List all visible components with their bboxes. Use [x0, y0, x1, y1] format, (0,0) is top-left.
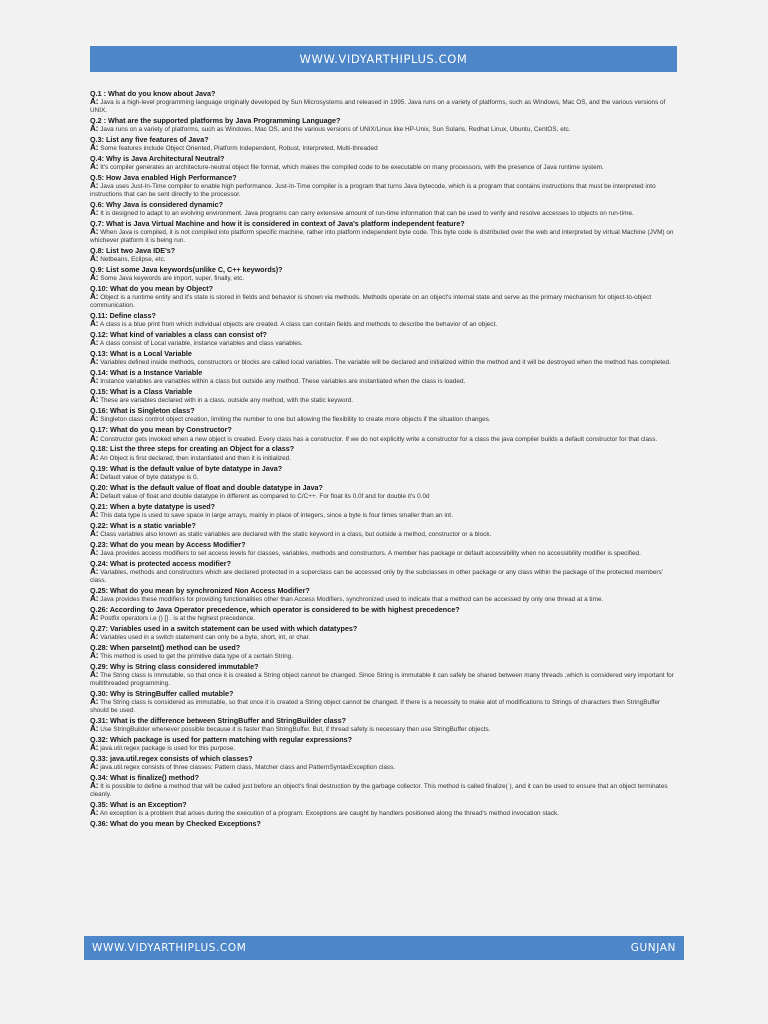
- qa-item: [90, 219, 678, 245]
- question-text: Q.31: What is the difference between StringBuffer and StringBuilder class?: [90, 715, 346, 725]
- qa-item: [90, 773, 678, 799]
- answer: [90, 511, 678, 520]
- answer: [90, 377, 678, 386]
- answer: [90, 255, 678, 264]
- question-text: Q.7: What is Java Virtual Machine and how it is considered in context of Java's platform independent feature?: [90, 218, 465, 228]
- qa-item: [90, 540, 678, 558]
- footer-banner: [84, 936, 684, 960]
- question-text: Q.25: What do you mean by synchronized Non Access Modifier?: [90, 585, 310, 595]
- question-text: Q.19: What is the default value of byte datatype in Java?: [90, 463, 283, 473]
- answer: [90, 530, 678, 539]
- question-text: Q.36: What do you mean by Checked Exceptions?: [90, 818, 261, 828]
- qa-item: [90, 586, 678, 604]
- question-text: Q.2 : What are the supported platforms by Java Programming Language?: [90, 115, 341, 125]
- qa-item: [90, 425, 678, 443]
- question-text: Q.27: Variables used in a switch statement can be used with which datatypes?: [90, 623, 358, 633]
- answer-text: Constructor gets invoked when a new object is created. Every class has a constructor. If we do not explicitly write a constructor for a class the java compiler builds a default constructor for that class.: [100, 435, 658, 443]
- qa-item: [90, 406, 678, 424]
- question-text: Q.30: Why is StringBuffer called mutable?: [90, 688, 234, 698]
- answer-text: The String class is immutable, so that once it is created a String object cannot be changed. Since String is immutable it can safely be shared between many threads ,which is considered very important for multithreaded programming.: [90, 672, 674, 688]
- qa-item: [90, 662, 678, 688]
- question-text: Q.1 : What do you know about Java?: [90, 89, 216, 98]
- answer: [90, 125, 678, 134]
- answer-text: This method is used to get the primitive data type of a certain String.: [100, 653, 294, 661]
- footer-site-link[interactable]: WWW.VIDYARTHIPLUS.COM: [92, 942, 247, 954]
- answer: [90, 274, 678, 283]
- question-text: Q.32: Which package is used for pattern matching with regular expressions?: [90, 734, 353, 744]
- answer-text: It is possible to define a method that will be called just before an object's final destruction by the garbage collector. This method is called finalize( ), and it can be used to ensure that an object terminates cleanly.: [90, 783, 668, 798]
- answer-prefix: A:: [90, 124, 99, 133]
- question-text: Q.28: When parseInt() method can be used?: [90, 643, 241, 653]
- question-text: Q.29: Why is String class considered immutable?: [90, 662, 259, 672]
- answer: [90, 339, 678, 348]
- qa-item: [90, 735, 678, 753]
- answer-prefix: A:: [90, 613, 99, 623]
- question-text: Q.5: How Java enabled High Performance?: [90, 173, 237, 183]
- answer: [90, 454, 678, 463]
- answer: [90, 492, 678, 501]
- answer-prefix: A:: [90, 414, 99, 424]
- answer: [90, 144, 678, 153]
- answer-prefix: A:: [90, 509, 99, 519]
- answer: [90, 568, 678, 584]
- question-text: Q.20: What is the default value of float and double datatype in Java?: [90, 482, 323, 492]
- question-text: Q.9: List some Java keywords(unlike C, C++ keywords)?: [90, 264, 283, 274]
- answer-text: Instance variables are variables within a class but outside any method. These variables are instantiated when the class is loaded.: [100, 378, 466, 386]
- answer-prefix: A:: [90, 273, 99, 283]
- qa-item: [90, 387, 678, 405]
- qa-item: [90, 624, 678, 642]
- answer-prefix: A:: [90, 162, 99, 172]
- answer-prefix: A:: [90, 548, 99, 558]
- qa-item: [90, 716, 678, 734]
- answer-text: An exception is a problem that arises during the execution of a program. Exceptions are caught by handlers positioned along the thread's method invocation stack.: [99, 810, 560, 818]
- answer-text: These are variables declared with in a class, outside any method, with the static keyword.: [100, 397, 354, 405]
- qa-item: [90, 311, 678, 329]
- answer-text: Object is a runtime entity and it's state is stored in fields and behavior is shown via methods. Methods operate on an object's internal state and serve as the primary mechanism for object-to-object communication.: [90, 294, 652, 309]
- answer-prefix: A:: [90, 697, 99, 707]
- answer-text: Java is a high-level programming language originally developed by Sun Microsystems and released in 1995. Java runs on a variety of platforms, such as Windows, Mac OS, and the various versions of UNIX.: [90, 99, 666, 114]
- answer-text: Java uses Just-In-Time compiler to enable high performance. Just-In-Time compiler is a program that turns Java bytecode, which is a program that contains instructions that must be interpreted into instructions that can be sent directly to the processor.: [90, 183, 656, 198]
- answer-text: Variables, methods and constructors which are declared protected in a superclass can be accessed only by the subclasses in other package or any class within the package of the protected members' class.: [90, 569, 663, 584]
- question-text: Q.12: What kind of variables a class can consist of?: [90, 329, 267, 339]
- question-text: Q.26: According to Java Operator precedence, which operator is considered to be with highest precedence?: [90, 604, 460, 614]
- answer-text: A class consist of Local variable, instance variables and class variables.: [99, 340, 303, 348]
- answer-prefix: A:: [90, 433, 99, 443]
- question-text: Q.33: java.util.regex consists of which classes?: [90, 753, 253, 763]
- answer: [90, 358, 678, 367]
- answer-prefix: A:: [90, 318, 99, 328]
- question-text: Q.11: Define class?: [90, 310, 156, 320]
- question-text: Q.8: List two Java IDE's?: [90, 245, 176, 255]
- answer-prefix: A:: [90, 452, 99, 462]
- answer-prefix: A:: [90, 338, 99, 348]
- answer-text: Java runs on a variety of platforms, such as Windows, Mac OS, and the various versions of UNIX/Linux like HP-Unix, Sun Solaris, Redhat Linux, Ubuntu, CentOS, etc.: [100, 126, 571, 133]
- question-text: Q.22: What is a static variable?: [90, 520, 196, 530]
- answer-text: An Object is first declared, then instantiated and then it is initialized.: [99, 454, 292, 462]
- answer: [90, 782, 678, 798]
- answer-prefix: A:: [90, 208, 99, 218]
- question-text: Q.15: What is a Class Variable: [90, 387, 193, 397]
- qa-item: [90, 200, 678, 218]
- header-banner: [90, 46, 677, 72]
- answer: [90, 209, 678, 218]
- qa-list: [90, 89, 678, 921]
- answer: [90, 809, 678, 818]
- answer-text: It's compiler generates an architecture-neutral object file format, which makes the compiled code to be executable on many processors, with the presence of Java runtime system.: [100, 164, 604, 172]
- answer: [90, 293, 678, 309]
- answer-prefix: A:: [90, 97, 99, 107]
- qa-item: [90, 819, 678, 828]
- answer-text: Java provides access modifiers to set access levels for classes, variables, methods and constructors. A member has package or default accessibility when no accessibility modifier is specified.: [100, 550, 641, 558]
- qa-item: [90, 643, 678, 661]
- answer-prefix: A:: [90, 723, 99, 733]
- answer-prefix: A:: [90, 471, 99, 481]
- answer-text: Variables used in a switch statement can only be a byte, short, int, or char.: [100, 634, 311, 642]
- answer-prefix: A:: [90, 143, 99, 153]
- question-text: Q.23: What do you mean by Access Modifier?: [90, 539, 246, 549]
- qa-item: [90, 502, 678, 520]
- answer-text: Netbeans, Eclipse, etc.: [100, 255, 166, 263]
- answer: [90, 98, 678, 114]
- answer-prefix: A:: [90, 808, 99, 818]
- answer-prefix: A:: [90, 253, 99, 263]
- question-text: Q.35: What is an Exception?: [90, 799, 187, 809]
- qa-item: [90, 483, 678, 501]
- qa-item: [90, 349, 678, 367]
- qa-item: [90, 89, 678, 115]
- answer-prefix: A:: [90, 567, 99, 577]
- answer: [90, 163, 678, 172]
- answer-prefix: A:: [90, 632, 99, 642]
- question-text: Q.13: What is a Local Variable: [90, 348, 192, 358]
- answer-prefix: A:: [90, 395, 99, 405]
- question-text: Q.3: List any five features of Java?: [90, 134, 209, 144]
- answer: [90, 698, 678, 714]
- answer: [90, 435, 678, 444]
- question-text: Q.10: What do you mean by Object?: [90, 283, 214, 293]
- qa-item: [90, 154, 678, 172]
- question-text: Q.21: When a byte datatype is used?: [90, 501, 216, 511]
- answer-text: A class is a blue print from which individual objects are created. A class can contain fields and methods to describe the behavior of an object.: [99, 320, 498, 328]
- answer: [90, 182, 678, 198]
- footer-author: GUNJAN: [630, 942, 676, 954]
- answer: [90, 396, 678, 405]
- qa-item: [90, 330, 678, 348]
- answer-text: It is designed to adapt to an evolving environment. Java programs can carry extensive amount of run-time information that can be used to verify and resolve accesses to objects on run-time.: [100, 210, 634, 218]
- question-text: Q.14: What is a Instance Variable: [90, 368, 203, 378]
- qa-item: [90, 800, 678, 818]
- answer: [90, 415, 678, 424]
- answer-text: Use StringBuilder whenever possible because it is faster than StringBuffer. But, if thread safety is necessary then use StringBuffer objects.: [100, 725, 491, 733]
- question-text: Q.4: Why is Java Architectural Neutral?: [90, 153, 225, 163]
- answer: [90, 228, 678, 244]
- question-text: Q.6: Why Java is considered dynamic?: [90, 199, 224, 209]
- answer: [90, 595, 678, 604]
- header-site-link[interactable]: WWW.VIDYARTHIPLUS.COM: [299, 52, 468, 66]
- answer-text: Some features include Object Oriented, Platform Independent, Robust, Interpreted, Multi-threaded: [100, 145, 378, 153]
- question-text: Q.16: What is Singleton class?: [90, 406, 195, 416]
- answer-text: When Java is compiled, it is not compiled into platform specific machine, rather into platform independent byte code. This byte code is distributed over the web and interpreted by virtual Machine (JVM) on whichever platform it is being run.: [90, 229, 674, 244]
- answer-text: java.util.regex package is used for this purpose.: [100, 745, 236, 753]
- answer-text: Default value of byte datatype is 0.: [100, 473, 199, 481]
- answer: [90, 725, 678, 734]
- qa-item: [90, 754, 678, 772]
- question-text: Q.24: What is protected access modifier?: [90, 558, 231, 568]
- qa-item: [90, 135, 678, 153]
- qa-item: [90, 246, 678, 264]
- answer: [90, 473, 678, 482]
- answer: [90, 763, 678, 772]
- answer-prefix: A:: [90, 781, 99, 791]
- question-text: Q.17: What do you mean by Constructor?: [90, 425, 232, 435]
- qa-item: [90, 464, 678, 482]
- qa-item: [90, 116, 678, 134]
- answer-prefix: A:: [90, 762, 99, 772]
- answer: [90, 549, 678, 558]
- answer-text: Postfix operators i.e () [] . is at the highest precedence.: [100, 615, 256, 623]
- qa-item: [90, 605, 678, 623]
- qa-item: [90, 284, 678, 310]
- answer-prefix: A:: [90, 651, 99, 661]
- answer-prefix: A:: [90, 670, 99, 680]
- answer: [90, 633, 678, 642]
- answer-text: Variables defined inside methods, constructors or blocks are called local variables. The variable will be declared and initialized within the method and it will be destroyed when the method has completed.: [100, 359, 671, 367]
- answer-prefix: A:: [90, 357, 99, 367]
- answer-text: java.util.regex consists of three classes: Pattern class, Matcher class and PatternSyntaxException class.: [100, 764, 396, 772]
- answer: [90, 614, 678, 623]
- answer-text: Some Java keywords are import, super, finally, etc.: [100, 275, 244, 283]
- answer: [90, 744, 678, 753]
- answer-prefix: A:: [90, 227, 99, 237]
- qa-item: [90, 173, 678, 199]
- answer-prefix: A:: [90, 292, 99, 302]
- answer-prefix: A:: [90, 528, 99, 538]
- qa-item: [90, 265, 678, 283]
- answer-prefix: A:: [90, 490, 99, 500]
- answer-text: The String class is considered as immutable, so that once it is created a String object cannot be changed. If there is a necessity to make alot of modifications to Strings of characters then StringBuffer should be used.: [90, 699, 661, 714]
- answer: [90, 652, 678, 661]
- answer-text: Singleton class control object creation, limiting the number to one but allowing the flexibility to create more objects if the situation changes.: [100, 416, 491, 424]
- answer-text: Default value of float and double datatype in different as compared to C/C++. For float its 0.0f and for double it's 0.0d: [100, 492, 430, 500]
- answer-prefix: A:: [90, 376, 99, 386]
- qa-item: [90, 559, 678, 585]
- qa-item: [90, 689, 678, 715]
- answer-prefix: A:: [90, 743, 99, 753]
- qa-item: [90, 521, 678, 539]
- answer-prefix: A:: [90, 181, 99, 191]
- answer: [90, 671, 678, 687]
- qa-item: [90, 444, 678, 462]
- answer-text: This data type is used to save space in large arrays, mainly in place of integers, since a byte is four times smaller than an int.: [100, 511, 453, 519]
- answer: [90, 320, 678, 329]
- answer-text: Class variables also known as static variables are declared with the static keyword in a class, but outside a method, constructor or a block.: [100, 530, 492, 538]
- answer-prefix: A:: [90, 593, 99, 603]
- qa-item: [90, 368, 678, 386]
- answer-text: Java provides these modifiers for providing functionalities other than Access Modifiers, synchronized used to indicate that a method can be accessed by only one thread at a time.: [100, 595, 604, 603]
- question-text: Q.18: List the three steps for creating an Object for a class?: [90, 444, 295, 454]
- question-text: Q.34: What is finalize() method?: [90, 773, 200, 783]
